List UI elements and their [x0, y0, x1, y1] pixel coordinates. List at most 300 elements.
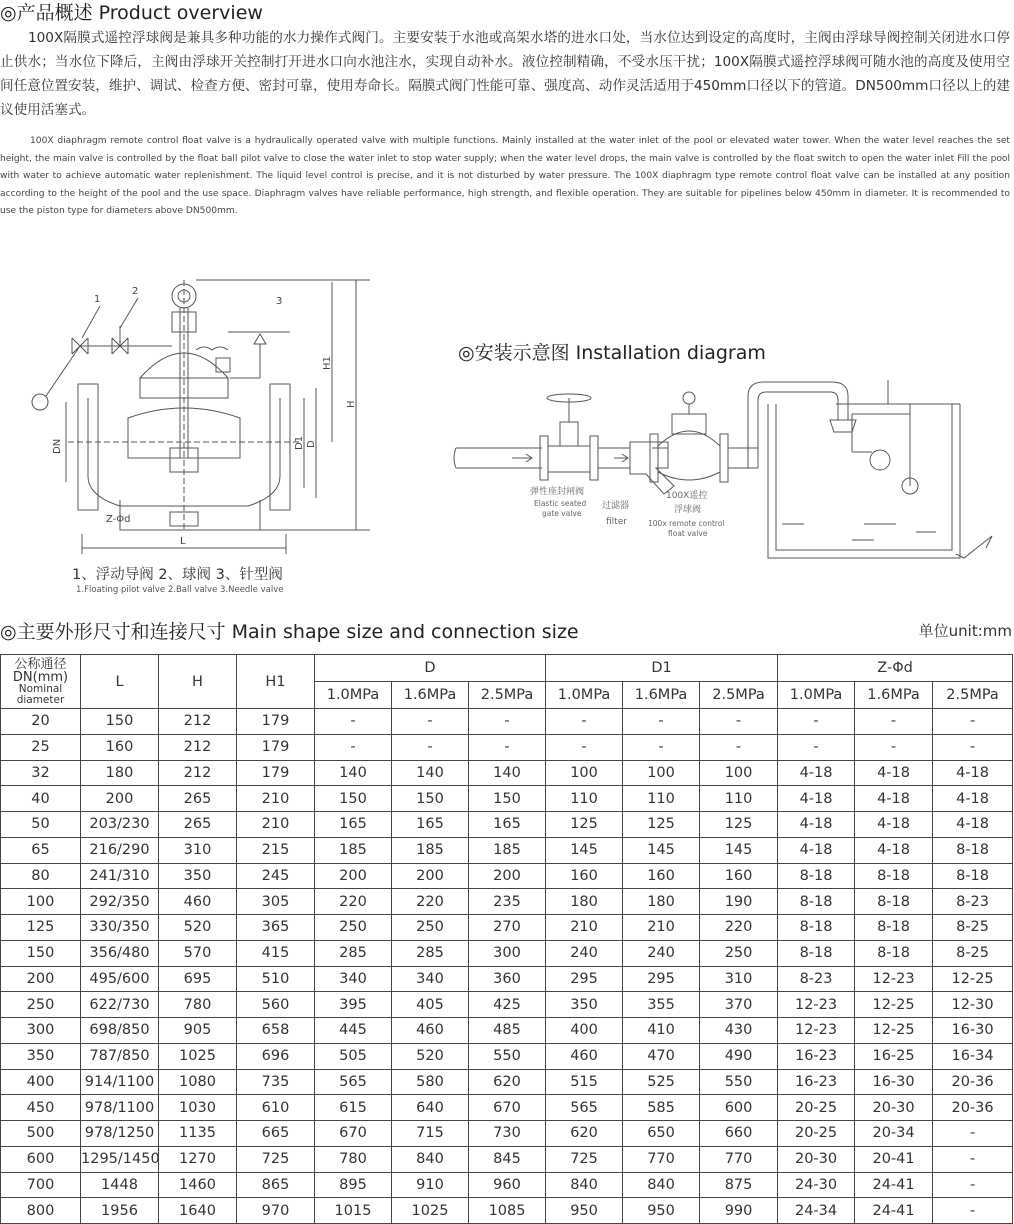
table-cell: - [778, 709, 855, 735]
header-dn-cn: 公称通径 [14, 656, 67, 672]
filter-label-en: filter [606, 517, 627, 527]
table-cell: - [392, 709, 469, 735]
table-cell: 250 [1, 992, 81, 1018]
table-cell: 215 [237, 837, 315, 863]
table-cell: - [700, 734, 778, 760]
table-cell: 840 [392, 1146, 469, 1172]
table-cell: 8-18 [855, 915, 933, 941]
table-cell: 16-30 [855, 1069, 933, 1095]
table-cell: 4-18 [855, 812, 933, 838]
table-cell: 160 [623, 863, 700, 889]
dim-H1: H1 [322, 356, 333, 370]
table-cell: 550 [700, 1069, 778, 1095]
table-cell: 787/850 [81, 1043, 159, 1069]
table-cell: 360 [469, 966, 546, 992]
table-cell: 4-18 [778, 812, 855, 838]
table-cell: 140 [392, 760, 469, 786]
table-cell: 725 [237, 1146, 315, 1172]
table-cell: 265 [159, 812, 237, 838]
header-D: D [315, 655, 546, 682]
table-cell: 270 [469, 915, 546, 941]
dim-D1: D1 [294, 435, 305, 450]
table-cell: 240 [623, 940, 700, 966]
table-cell: 100 [546, 760, 623, 786]
overview-text-en: 100X diaphragm remote control float valve is a hydraulically operated valve with multiple functions. Mainly installed at the water inlet of the pool or elevated water tower. When the water level reaches the set height, the main valve is controlled by the float ball pilot valve to close the water inlet to stop water supply; when the water level drops, the main valve is controlled by the float switch to open the water inlet Fill the pool with water to achieve automatic water replenishment. The liquid level control is precise, and it is not disturbed by water pressure. The 100X diaphragm type remote control float valve can be installed at any position according to the height of the pool and the use space. Diaphragm valves have reliable performance, high strength, and flexible operation. They are suitable for pipelines below 450mm in diameter. It is recommended to use the piston type for diameters above DN500mm. [0, 136, 1010, 216]
callout-1: 1 [94, 294, 101, 305]
dim-DN: DN [52, 438, 63, 454]
table-cell: 305 [237, 889, 315, 915]
header-H: H [159, 655, 237, 709]
table-row [1, 1095, 1013, 1121]
table-cell: - [933, 1121, 1013, 1147]
header-pressure: 1.0MPa [315, 682, 392, 709]
filter-label-cn: 过滤器 [602, 501, 630, 511]
float-label-cn2: 浮球阀 [674, 505, 702, 515]
overview-title: ◎产品概述 Product overview [0, 2, 263, 24]
table-cell: 285 [392, 940, 469, 966]
table-cell: 200 [1, 966, 81, 992]
table-cell: 350 [546, 992, 623, 1018]
table-cell: 110 [700, 786, 778, 812]
table-cell: 840 [623, 1172, 700, 1198]
gate-label-en2: gate valve [542, 509, 582, 518]
table-cell: 24-41 [855, 1198, 933, 1224]
table-cell: 950 [623, 1198, 700, 1224]
table-cell: 580 [392, 1069, 469, 1095]
table-cell: 400 [546, 1018, 623, 1044]
table-row [1, 709, 1013, 735]
table-cell: 40 [1, 786, 81, 812]
table-cell: 250 [392, 915, 469, 941]
table-cell: 150 [1, 940, 81, 966]
header-dn-en2: diameter [16, 693, 65, 706]
table-cell: 16-34 [933, 1043, 1013, 1069]
table-cell: 100 [1, 889, 81, 915]
table-cell: 355 [623, 992, 700, 1018]
table-cell: 20 [1, 709, 81, 735]
table-cell: - [392, 734, 469, 760]
table-cell: 1135 [159, 1121, 237, 1147]
float-label-cn1: 100X遥控 [666, 491, 708, 501]
header-H1: H1 [237, 655, 315, 709]
table-cell: 235 [469, 889, 546, 915]
header-Z: Z-Φd [778, 655, 1013, 682]
table-cell: 8-18 [855, 863, 933, 889]
table-cell: 715 [392, 1121, 469, 1147]
table-row [1, 786, 1013, 812]
table-cell: 4-18 [855, 786, 933, 812]
table-cell: 895 [315, 1172, 392, 1198]
header-pressure: 1.6MPa [623, 682, 700, 709]
table-cell: 212 [159, 734, 237, 760]
table-row [1, 863, 1013, 889]
table-cell: 20-25 [778, 1121, 855, 1147]
installation-diagram [452, 376, 1012, 564]
table-cell: 600 [700, 1095, 778, 1121]
table-cell: 460 [159, 889, 237, 915]
table-cell: 100 [623, 760, 700, 786]
table-cell: - [469, 734, 546, 760]
header-pressure: 1.0MPa [546, 682, 623, 709]
table-cell: 20-36 [933, 1095, 1013, 1121]
table-cell: 12-25 [855, 992, 933, 1018]
table-cell: 310 [159, 837, 237, 863]
table-cell: 410 [623, 1018, 700, 1044]
table-cell: 640 [392, 1095, 469, 1121]
table-cell: 730 [469, 1121, 546, 1147]
table-cell: 125 [1, 915, 81, 941]
drawing-legend-cn: 1、浮动导阀 2、球阀 3、针型阀 [72, 567, 283, 583]
table-cell: 400 [1, 1069, 81, 1095]
table-cell: 4-18 [778, 760, 855, 786]
drawing-legend-en: 1.Floating pilot valve 2.Ball valve 3.Needle valve [76, 585, 284, 595]
table-row [1, 1198, 1013, 1224]
table-cell: 212 [159, 709, 237, 735]
table-cell: 300 [469, 940, 546, 966]
table-row [1, 1018, 1013, 1044]
table-cell: 165 [315, 812, 392, 838]
table-cell: - [855, 734, 933, 760]
table-cell: 910 [392, 1172, 469, 1198]
table-cell: 445 [315, 1018, 392, 1044]
callout-3: 3 [276, 296, 283, 307]
table-cell: 210 [237, 786, 315, 812]
table-cell: 16-25 [855, 1043, 933, 1069]
table-cell: 125 [623, 812, 700, 838]
table-cell: 150 [81, 709, 159, 735]
table-cell: 670 [469, 1095, 546, 1121]
table-cell: 250 [700, 940, 778, 966]
table-cell: 165 [469, 812, 546, 838]
table-cell: 865 [237, 1172, 315, 1198]
table-row [1, 1121, 1013, 1147]
table-cell: 770 [623, 1146, 700, 1172]
table-cell: 145 [546, 837, 623, 863]
table-cell: 1080 [159, 1069, 237, 1095]
table-cell: 32 [1, 760, 81, 786]
table-cell: 1085 [469, 1198, 546, 1224]
table-cell: 8-25 [933, 915, 1013, 941]
table-cell: 250 [315, 915, 392, 941]
table-cell: 24-34 [778, 1198, 855, 1224]
dim-Zd: Z-Φd [106, 514, 131, 525]
table-cell: 525 [623, 1069, 700, 1095]
table-cell: 220 [392, 889, 469, 915]
table-cell: 370 [700, 992, 778, 1018]
gate-label-cn: 弹性座封闸阀 [530, 487, 585, 497]
table-cell: 20-30 [778, 1146, 855, 1172]
table-cell: - [546, 709, 623, 735]
table-cell: - [623, 709, 700, 735]
table-cell: 356/480 [81, 940, 159, 966]
dimension-table [0, 654, 1013, 1224]
table-cell: 241/310 [81, 863, 159, 889]
table-cell: 350 [1, 1043, 81, 1069]
table-cell: 840 [546, 1172, 623, 1198]
table-cell: 220 [700, 915, 778, 941]
size-title: ◎主要外形尺寸和连接尺寸 Main shape size and connection size [0, 621, 579, 643]
table-cell: 180 [623, 889, 700, 915]
table-cell: 1956 [81, 1198, 159, 1224]
dim-H: H [346, 400, 357, 408]
table-cell: 875 [700, 1172, 778, 1198]
table-cell: - [315, 709, 392, 735]
table-cell: 978/1250 [81, 1121, 159, 1147]
table-cell: 8-18 [778, 863, 855, 889]
table-cell: 300 [1, 1018, 81, 1044]
table-cell: 8-18 [933, 863, 1013, 889]
table-row [1, 889, 1013, 915]
table-cell: 8-23 [778, 966, 855, 992]
table-body [1, 709, 1013, 1224]
table-cell: - [315, 734, 392, 760]
table-cell: 150 [315, 786, 392, 812]
table-cell: 1270 [159, 1146, 237, 1172]
table-cell: 140 [315, 760, 392, 786]
table-cell: - [933, 1146, 1013, 1172]
table-cell: 216/290 [81, 837, 159, 863]
table-cell: 8-25 [933, 940, 1013, 966]
table-cell: 12-23 [778, 1018, 855, 1044]
table-cell: 1025 [392, 1198, 469, 1224]
table-cell: 565 [315, 1069, 392, 1095]
table-cell: 16-30 [933, 1018, 1013, 1044]
table-cell: 1030 [159, 1095, 237, 1121]
table-cell: 265 [159, 786, 237, 812]
table-cell: 520 [392, 1043, 469, 1069]
table-cell: 179 [237, 760, 315, 786]
table-cell: 460 [392, 1018, 469, 1044]
table-cell: 20-25 [778, 1095, 855, 1121]
table-cell: 125 [700, 812, 778, 838]
table-cell: 185 [315, 837, 392, 863]
table-cell: 905 [159, 1018, 237, 1044]
valve-dimension-drawing [20, 268, 380, 560]
header-dn-unit: DN(mm) [12, 669, 69, 685]
table-cell: 203/230 [81, 812, 159, 838]
table-cell: 4-18 [933, 812, 1013, 838]
table-cell: 25 [1, 734, 81, 760]
table-cell: 160 [81, 734, 159, 760]
table-cell: 622/730 [81, 992, 159, 1018]
table-cell: 845 [469, 1146, 546, 1172]
table-cell: 200 [315, 863, 392, 889]
table-cell: - [469, 709, 546, 735]
table-cell: 16-23 [778, 1069, 855, 1095]
installation-title: ◎安装示意图 Installation diagram [458, 342, 766, 364]
unit-label: 单位unit:mm [918, 622, 1012, 640]
table-cell: 460 [546, 1043, 623, 1069]
table-cell: 970 [237, 1198, 315, 1224]
table-cell: 510 [237, 966, 315, 992]
table-cell: 430 [700, 1018, 778, 1044]
table-cell: 200 [392, 863, 469, 889]
table-cell: 330/350 [81, 915, 159, 941]
table-cell: 470 [623, 1043, 700, 1069]
table-cell: 160 [700, 863, 778, 889]
table-cell: 1015 [315, 1198, 392, 1224]
table-cell: - [546, 734, 623, 760]
table-cell: 1460 [159, 1172, 237, 1198]
table-cell: 145 [700, 837, 778, 863]
gate-label-en1: Elastic seated [534, 499, 587, 508]
table-cell: 950 [546, 1198, 623, 1224]
table-cell: 585 [623, 1095, 700, 1121]
table-cell: - [855, 709, 933, 735]
header-dn-en1: Nominal [18, 682, 63, 695]
table-cell: 505 [315, 1043, 392, 1069]
table-cell: 340 [315, 966, 392, 992]
table-cell: 960 [469, 1172, 546, 1198]
table-cell: 20-30 [855, 1095, 933, 1121]
table-cell: 495/600 [81, 966, 159, 992]
table-row [1, 940, 1013, 966]
header-dn [1, 655, 81, 709]
table-cell: - [933, 1198, 1013, 1224]
table-cell: 8-18 [855, 940, 933, 966]
table-cell: - [933, 734, 1013, 760]
table-row [1, 966, 1013, 992]
table-row [1, 837, 1013, 863]
dim-D: D [306, 440, 317, 448]
table-cell: - [778, 734, 855, 760]
table-cell: 485 [469, 1018, 546, 1044]
float-label-en1: 100x remote control [648, 519, 725, 528]
table-cell: 16-23 [778, 1043, 855, 1069]
table-cell: 150 [392, 786, 469, 812]
table-cell: 190 [700, 889, 778, 915]
table-cell: 185 [392, 837, 469, 863]
table-row [1, 992, 1013, 1018]
table-row [1, 734, 1013, 760]
table-cell: - [700, 709, 778, 735]
table-cell: 110 [546, 786, 623, 812]
table-cell: 8-18 [855, 889, 933, 915]
header-D1: D1 [546, 655, 778, 682]
table-row [1, 812, 1013, 838]
table-cell: 179 [237, 734, 315, 760]
table-cell: 670 [315, 1121, 392, 1147]
table-cell: 185 [469, 837, 546, 863]
table-cell: 12-30 [933, 992, 1013, 1018]
table-cell: 80 [1, 863, 81, 889]
table-cell: 560 [237, 992, 315, 1018]
table-cell: 698/850 [81, 1018, 159, 1044]
table-cell: 4-18 [855, 837, 933, 863]
table-cell: 914/1100 [81, 1069, 159, 1095]
table-cell: 292/350 [81, 889, 159, 915]
table-cell: 660 [700, 1121, 778, 1147]
table-cell: 990 [700, 1198, 778, 1224]
table-cell: 8-18 [778, 915, 855, 941]
table-row [1, 915, 1013, 941]
table-cell: 12-23 [778, 992, 855, 1018]
table-cell: 978/1100 [81, 1095, 159, 1121]
float-label-en2: float valve [668, 529, 708, 538]
table-cell: 620 [546, 1121, 623, 1147]
table-cell: 600 [1, 1146, 81, 1172]
table-cell: 395 [315, 992, 392, 1018]
table-cell: 200 [469, 863, 546, 889]
table-cell: 220 [315, 889, 392, 915]
table-cell: 180 [81, 760, 159, 786]
table-cell: 365 [237, 915, 315, 941]
table-cell: 725 [546, 1146, 623, 1172]
table-cell: 8-18 [778, 889, 855, 915]
table-cell: 8-18 [778, 940, 855, 966]
table-cell: 565 [546, 1095, 623, 1121]
table-cell: 620 [469, 1069, 546, 1095]
table-row [1, 1146, 1013, 1172]
table-cell: 20-36 [933, 1069, 1013, 1095]
table-cell: 735 [237, 1069, 315, 1095]
table-cell: 20-41 [855, 1146, 933, 1172]
table-cell: 405 [392, 992, 469, 1018]
table-cell: 4-18 [855, 760, 933, 786]
table-cell: 210 [237, 812, 315, 838]
table-cell: 340 [392, 966, 469, 992]
table-cell: 145 [623, 837, 700, 863]
table-cell: 20-34 [855, 1121, 933, 1147]
table-cell: 24-41 [855, 1172, 933, 1198]
table-cell: 1640 [159, 1198, 237, 1224]
table-cell: 696 [237, 1043, 315, 1069]
table-cell: - [933, 1172, 1013, 1198]
table-cell: 615 [315, 1095, 392, 1121]
table-cell: 12-25 [855, 1018, 933, 1044]
table-cell: 12-25 [933, 966, 1013, 992]
table-cell: 150 [469, 786, 546, 812]
header-pressure: 1.6MPa [392, 682, 469, 709]
table-cell: 610 [237, 1095, 315, 1121]
table-cell: 800 [1, 1198, 81, 1224]
table-cell: 700 [1, 1172, 81, 1198]
table-cell: 165 [392, 812, 469, 838]
table-cell: 310 [700, 966, 778, 992]
table-cell: 295 [623, 966, 700, 992]
table-cell: 1448 [81, 1172, 159, 1198]
table-cell: 12-23 [855, 966, 933, 992]
table-row [1, 1172, 1013, 1198]
table-cell: 350 [159, 863, 237, 889]
table-cell: 212 [159, 760, 237, 786]
table-cell: 140 [469, 760, 546, 786]
table-cell: 8-18 [933, 837, 1013, 863]
table-cell: 658 [237, 1018, 315, 1044]
table-cell: - [623, 734, 700, 760]
table-row [1, 1069, 1013, 1095]
table-cell: 515 [546, 1069, 623, 1095]
overview-text-cn: 100X隔膜式遥控浮球阀是兼具多种功能的水力操作式阀门。主要安装于水池或高架水塔的进水口处，当水位达到设定的高度时，主阀由浮球导阀控制关闭进水口停止供水；当水位下降后，主阀由浮球开关控制打开进水口向水池注水，实现自动补水。液位控制精确，不受水压干扰；100X隔膜式遥控浮球阀可随水池的高度及使用空间任意位置安装，维护、调试、检查方便、密封可靠，使用寿命长。隔膜式阀门性能可靠、强度高、动作灵活适用于450mm口径以下的管道。DN500mm口径以上的建议使用活塞式。 [0, 30, 1010, 118]
table-cell: 415 [237, 940, 315, 966]
table-cell: 770 [700, 1146, 778, 1172]
table-row [1, 760, 1013, 786]
table-cell: 24-30 [778, 1172, 855, 1198]
table-cell: - [933, 709, 1013, 735]
table-cell: 50 [1, 812, 81, 838]
header-pressure: 1.0MPa [778, 682, 855, 709]
table-cell: 780 [159, 992, 237, 1018]
table-cell: 285 [315, 940, 392, 966]
table-cell: 210 [546, 915, 623, 941]
table-cell: 65 [1, 837, 81, 863]
header-pressure: 2.5MPa [700, 682, 778, 709]
table-cell: 245 [237, 863, 315, 889]
table-cell: 210 [623, 915, 700, 941]
table-cell: 125 [546, 812, 623, 838]
header-pressure: 2.5MPa [469, 682, 546, 709]
callout-2: 2 [132, 286, 139, 297]
